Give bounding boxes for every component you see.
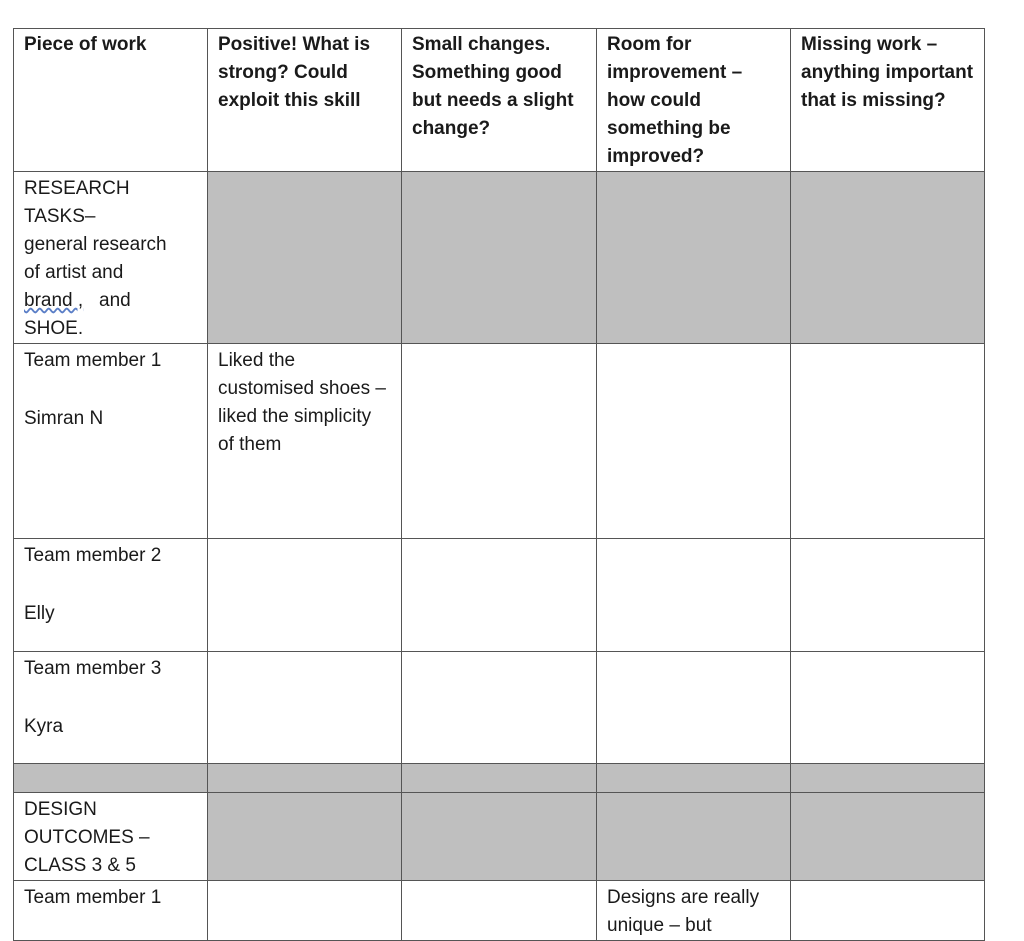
positive-cell — [208, 881, 402, 941]
feedback-table — [13, 28, 985, 941]
member-name: Kyra — [24, 716, 64, 737]
header-room-for-improvement: Room for improvement – how could something be improved? — [597, 29, 791, 172]
spacer-row — [14, 764, 985, 793]
member-cell — [14, 881, 208, 941]
research-section-row — [14, 172, 985, 344]
design-row-member-1 — [14, 881, 985, 941]
member-name: Elly — [24, 603, 55, 624]
shaded-cell — [791, 172, 985, 344]
room-cell — [597, 344, 791, 539]
positive-cell: Liked the customised shoes – liked the simplicity of them — [208, 344, 402, 539]
room-cell — [597, 652, 791, 764]
small-changes-cell — [402, 539, 597, 652]
research-section-label — [14, 172, 208, 344]
research-label-line: RESEARCH TASKS– — [24, 178, 130, 227]
small-changes-cell — [402, 652, 597, 764]
header-missing-work: Missing work – anything important that is missing? — [791, 29, 985, 172]
header-row — [14, 29, 985, 172]
design-section-label — [14, 793, 208, 881]
member-cell — [14, 652, 208, 764]
research-label-line: general research — [24, 234, 167, 255]
shaded-cell — [14, 764, 208, 793]
research-row-member-2 — [14, 539, 985, 652]
shaded-cell — [597, 764, 791, 793]
missing-cell — [791, 344, 985, 539]
research-label-line — [24, 287, 197, 315]
shaded-cell — [208, 793, 402, 881]
member-label: Team member 2 — [24, 545, 162, 566]
research-label-and: and — [99, 290, 131, 311]
header-positive: Positive! What is strong? Could exploit this skill — [208, 29, 402, 172]
missing-cell — [791, 539, 985, 652]
research-label-line: of artist and — [24, 262, 124, 283]
small-changes-cell — [402, 881, 597, 941]
research-row-member-1 — [14, 344, 985, 539]
positive-cell — [208, 652, 402, 764]
header-piece-of-work: Piece of work — [14, 29, 208, 172]
design-label-line: DESIGN — [24, 799, 97, 820]
shaded-cell — [402, 172, 597, 344]
shaded-cell — [791, 764, 985, 793]
shaded-cell — [791, 793, 985, 881]
member-name: Simran N — [24, 408, 104, 429]
research-label-line: SHOE. — [24, 318, 84, 339]
research-label-brand: brand , — [24, 290, 84, 311]
header-small-changes: Small changes. Something good but needs a slight change? — [402, 29, 597, 172]
member-label: Team member 1 — [24, 350, 162, 371]
member-cell — [14, 344, 208, 539]
shaded-cell — [597, 793, 791, 881]
member-cell — [14, 539, 208, 652]
missing-cell — [791, 881, 985, 941]
positive-cell — [208, 539, 402, 652]
member-label: Team member 3 — [24, 658, 162, 679]
shaded-cell — [402, 793, 597, 881]
room-cell: Designs are really unique – but — [597, 881, 791, 941]
member-label: Team member 1 — [24, 887, 162, 908]
missing-cell — [791, 652, 985, 764]
shaded-cell — [597, 172, 791, 344]
design-section-row — [14, 793, 985, 881]
room-cell — [597, 539, 791, 652]
shaded-cell — [208, 172, 402, 344]
shaded-cell — [208, 764, 402, 793]
shaded-cell — [402, 764, 597, 793]
research-row-member-3 — [14, 652, 985, 764]
design-label-line: OUTCOMES – — [24, 827, 150, 848]
design-label-line: CLASS 3 & 5 — [24, 855, 136, 876]
small-changes-cell — [402, 344, 597, 539]
